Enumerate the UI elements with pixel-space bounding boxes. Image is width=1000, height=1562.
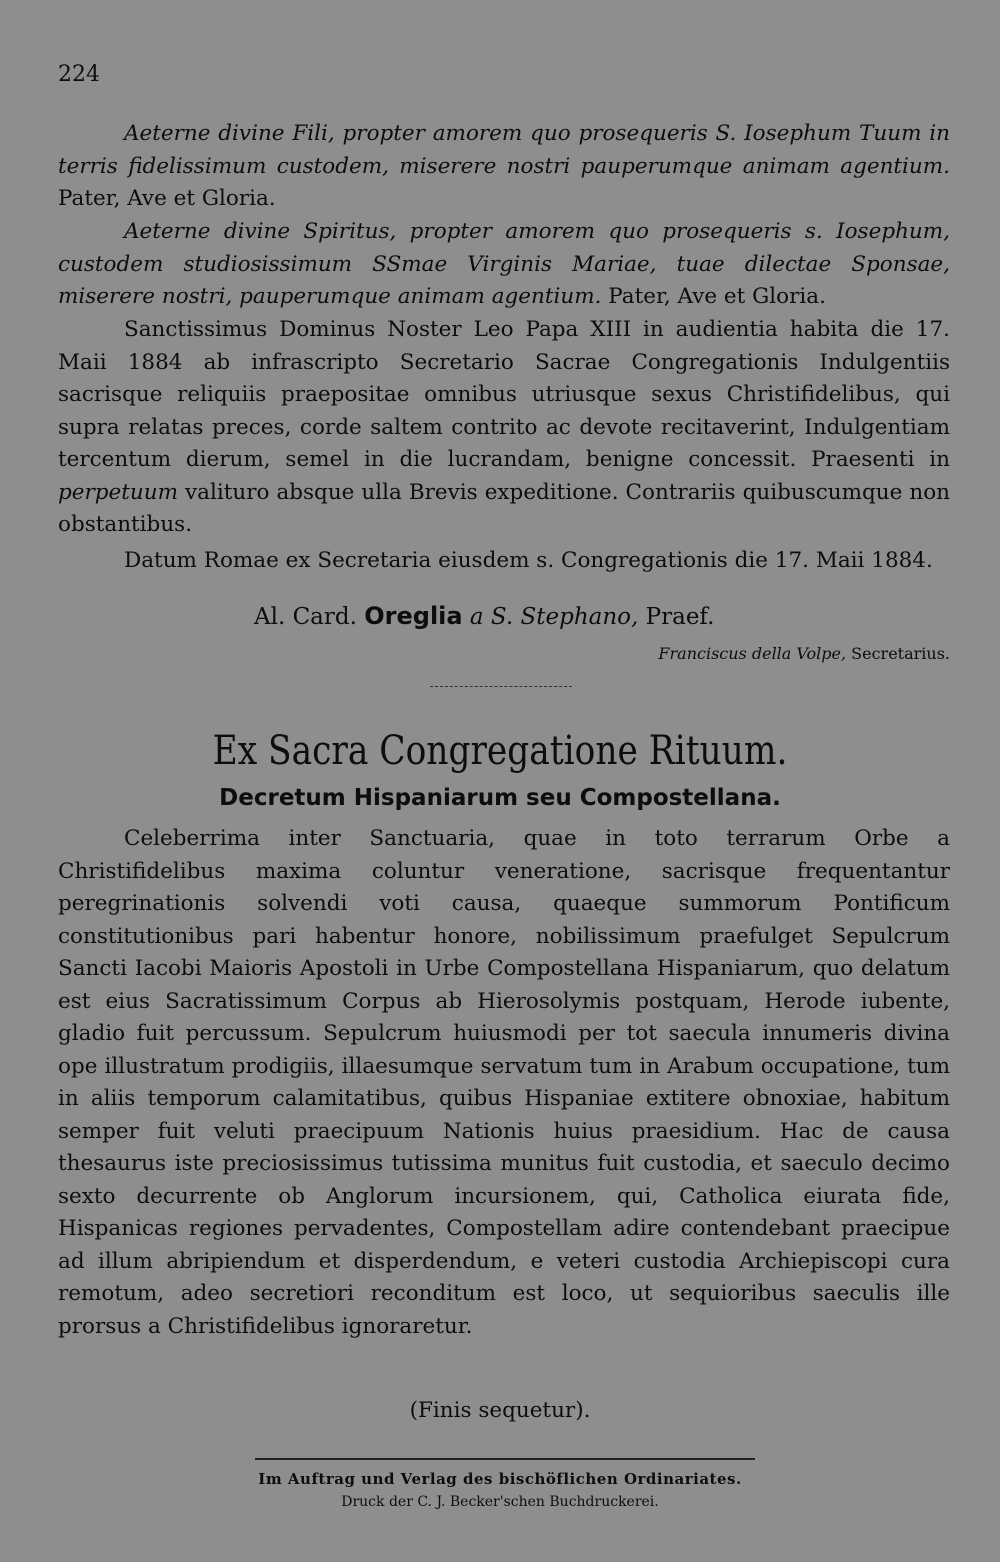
cardinal-signature (254, 602, 714, 630)
prayer-paragraph-3 (58, 216, 950, 314)
prayer-3-text: Aeterne divine Spiritus, propter amorem quo prosequeris s. Iosephum, custodem studiosissimum SSmae Virginis Mariae, tuae dilectae Sponsae, miserere nostri, pauperumque animam agentium. (58, 219, 950, 309)
section-heading: Ex Sacra Congregatione Rituum. (212, 728, 788, 774)
footer-rule (255, 1458, 755, 1460)
signature-italic: a S. Stephano, (462, 604, 639, 630)
prayer-2-response: Pater, Ave et Gloria. (58, 186, 276, 211)
signature-name: Oreglia (364, 602, 463, 630)
secretary-signature (658, 644, 950, 663)
prayer-2-text: Aeterne divine Fili, propter amorem quo prosequeris S. Iosephum Tuum in terris fidelissimum custodem, miserere nostri pauperumque animam agentium. (58, 121, 950, 179)
page-number: 224 (58, 62, 100, 87)
signature-suffix: Praef. (638, 604, 715, 630)
section-subheading: Decretum Hispaniarum seu Compostellana. (219, 785, 781, 811)
datum-line: Datum Romae ex Secretaria eiusdem s. Congregationis die 17. Maii 1884. (124, 548, 933, 573)
body-paragraph: Celeberrima inter Sanctuaria, quae in toto terrarum Orbe a Christifidelibus maxima coluntur veneratione, sacrisque frequentantur peregrinationis solvendi voti causa, quaeque summorum Pontificum constitutionibus pari habentur honore, nobilissimum praefulget Sepulcrum Sancti Iacobi Maioris Apostoli in Urbe Compostellana Hispaniarum, quo delatum est eius Sacratissimum Corpus ab Hierosolymis postquam, Herode iubente, gladio fuit percussum. Sepulcrum huiusmodi per tot saecula innumeris divina ope illustratum prodigiis, illaesumque servatum tum in Arabum occupatione, tum in aliis temporum calamitatibus, quibus Hispaniae extitere obnoxiae, habitum semper fuit veluti praecipuum Nationis huius praesidium. Hac de causa thesaurus iste preciosissimus tutissima munitus fuit custodia, et saeculo decimo sexto decurrente ob Anglorum incursionem, qui, Catholica eiurata fide, Hispanicas regiones pervadentes, Compostellam adire contendebant praecipue ad illum abripiendum et disperdendum, e veteri custodia Archiepiscopi cura remotum, adeo secretiori reconditum est loco, ut sequioribus saeculis ille prorsus a Christifidelibus ignoraretur. (58, 826, 950, 1339)
decree-text-1: Sanctissimus Dominus Noster Leo Papa XIII in audientia habita die 17. Maii 1884 ab infrascripto Secretario Sacrae Congregationis Indulgentiis sacrisque reliquiis praepositae omnibus utriusque sexus Christifidelibus, qui supra relatas preces, corde saltem contrito ac devote recitaverint, Indulgentiam tercentum dierum, semel in die lucrandam, benigne concessit. Praesenti in (58, 317, 950, 472)
secretary-name: Franciscus della Volpe, (658, 644, 847, 663)
decree-italic: perpetuum (58, 479, 178, 505)
finis-note: (Finis sequetur). (409, 1398, 591, 1423)
decree-text-2: valituro absque ulla Brevis expeditione. Contrariis quibuscumque non obstantibus. (58, 479, 950, 537)
footer-publisher: Im Auftrag und Verlag des bischöflichen Ordinariates. (258, 1470, 742, 1488)
signature-prefix: Al. Card. (254, 604, 365, 630)
prayer-paragraph-2 (58, 118, 950, 216)
section-divider (430, 686, 572, 687)
secretary-title: Secretarius. (846, 644, 950, 663)
indulgence-decree (58, 314, 950, 542)
footer-printer: Druck der C. J. Becker'schen Buchdruckerei. (341, 1494, 659, 1510)
prayer-3-response: Pater, Ave et Gloria. (601, 284, 826, 309)
